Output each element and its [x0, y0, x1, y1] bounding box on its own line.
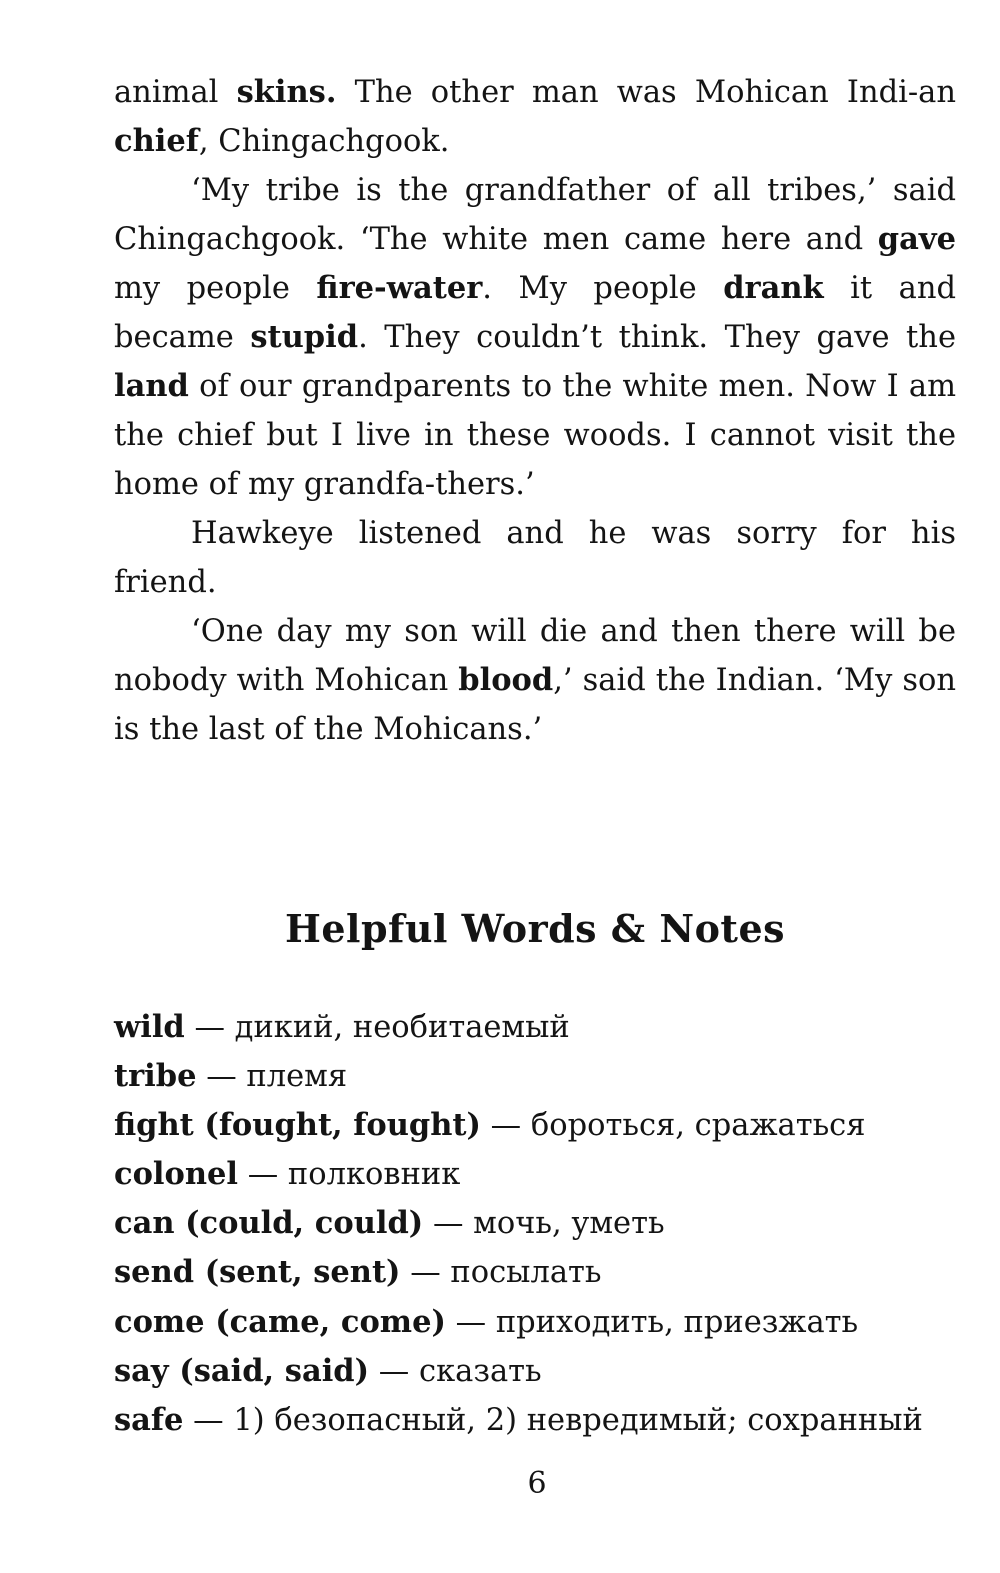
text-segment: The other man was Mohican Indi-an [336, 75, 957, 110]
page-number: 6 [527, 1466, 547, 1501]
glossary-definition: полковник [287, 1157, 461, 1193]
text-segment: of our grandparents to the white men. Now I am the chief but I live in these woods. I cannot visit the home of my grandfa-thers.’ [114, 369, 956, 502]
glossary-term: wild [114, 1009, 185, 1045]
glossary-entry [114, 1003, 974, 1052]
glossary-term: send (sent, sent) [114, 1254, 401, 1291]
vocab-word: fire-water [316, 270, 483, 306]
glossary-entry [114, 1248, 974, 1297]
glossary-definition: мочь, уметь [473, 1206, 665, 1242]
dash-separator: — [455, 1304, 487, 1340]
glossary-entry [114, 1347, 974, 1396]
glossary-term: can (could, could) [114, 1205, 424, 1242]
glossary-term: tribe [114, 1058, 197, 1095]
text-segment: animal [114, 75, 237, 110]
vocab-word: stupid [250, 319, 359, 355]
text-segment: my people [114, 271, 317, 306]
glossary-definition: 1) безопасный, 2) невредимый; сохранный [233, 1402, 923, 1438]
glossary-definition: приходить, приезжать [495, 1304, 859, 1340]
dash-separator: — [194, 1010, 225, 1045]
glossary-entry [114, 1199, 974, 1248]
paragraph [114, 68, 956, 166]
text-segment: ‘One day my son will die and then there will be nobody with Mohican [114, 614, 956, 698]
glossary-definition: сказать [418, 1353, 542, 1389]
glossary-term: come (came, come) [114, 1303, 446, 1340]
text-segment: . My people [482, 271, 724, 306]
text-segment: ,’ said the Indian. ‘My son is the last of the Mohicans.’ [114, 663, 956, 747]
dash-separator: — [432, 1206, 464, 1242]
glossary-entry [114, 1052, 974, 1101]
vocab-word: land [114, 368, 189, 404]
text-segment: Hawkeye listened and he was sorry for his friend. [114, 516, 956, 600]
dash-separator: — [490, 1108, 522, 1144]
paragraph [114, 607, 956, 754]
glossary-term: say (said, said) [114, 1352, 370, 1389]
text-segment: ‘My tribe is the grandfather of all tribes,’ said Chingachgook. ‘The white men came here and [114, 173, 956, 257]
vocab-word: blood [458, 662, 554, 698]
glossary-definition: племя [246, 1059, 348, 1095]
dash-separator: — [206, 1059, 237, 1095]
glossary-list [114, 1003, 974, 1445]
paragraph [114, 166, 956, 509]
glossary-entry [114, 1101, 974, 1150]
text-segment: , Chingachgook. [198, 124, 450, 159]
glossary-term: safe [114, 1401, 184, 1438]
vocab-word: gave [877, 221, 956, 257]
dash-separator: — [410, 1255, 441, 1291]
vocab-word: drank [723, 270, 824, 306]
text-segment: . They couldn’t think. They gave the [358, 320, 956, 355]
glossary-term: colonel [114, 1156, 239, 1193]
glossary-entry [114, 1298, 974, 1347]
dash-separator: — [193, 1402, 224, 1438]
glossary-entry [114, 1150, 974, 1199]
glossary-term: fight (fought, fought) [114, 1107, 481, 1144]
glossary-definition: бороться, сражаться [530, 1108, 866, 1144]
dash-separator: — [247, 1157, 279, 1193]
glossary-entry [114, 1396, 974, 1445]
paragraph [114, 509, 956, 607]
vocab-word: chief [114, 123, 199, 159]
glossary-definition: посылать [450, 1255, 602, 1291]
glossary-definition: дикий, необитаемый [234, 1010, 570, 1045]
story-text [114, 68, 956, 754]
section-title: Helpful Words & Notes [284, 906, 786, 951]
text-segment: it and became [114, 271, 956, 355]
vocab-word: skins. [236, 74, 337, 110]
dash-separator: — [378, 1353, 410, 1389]
